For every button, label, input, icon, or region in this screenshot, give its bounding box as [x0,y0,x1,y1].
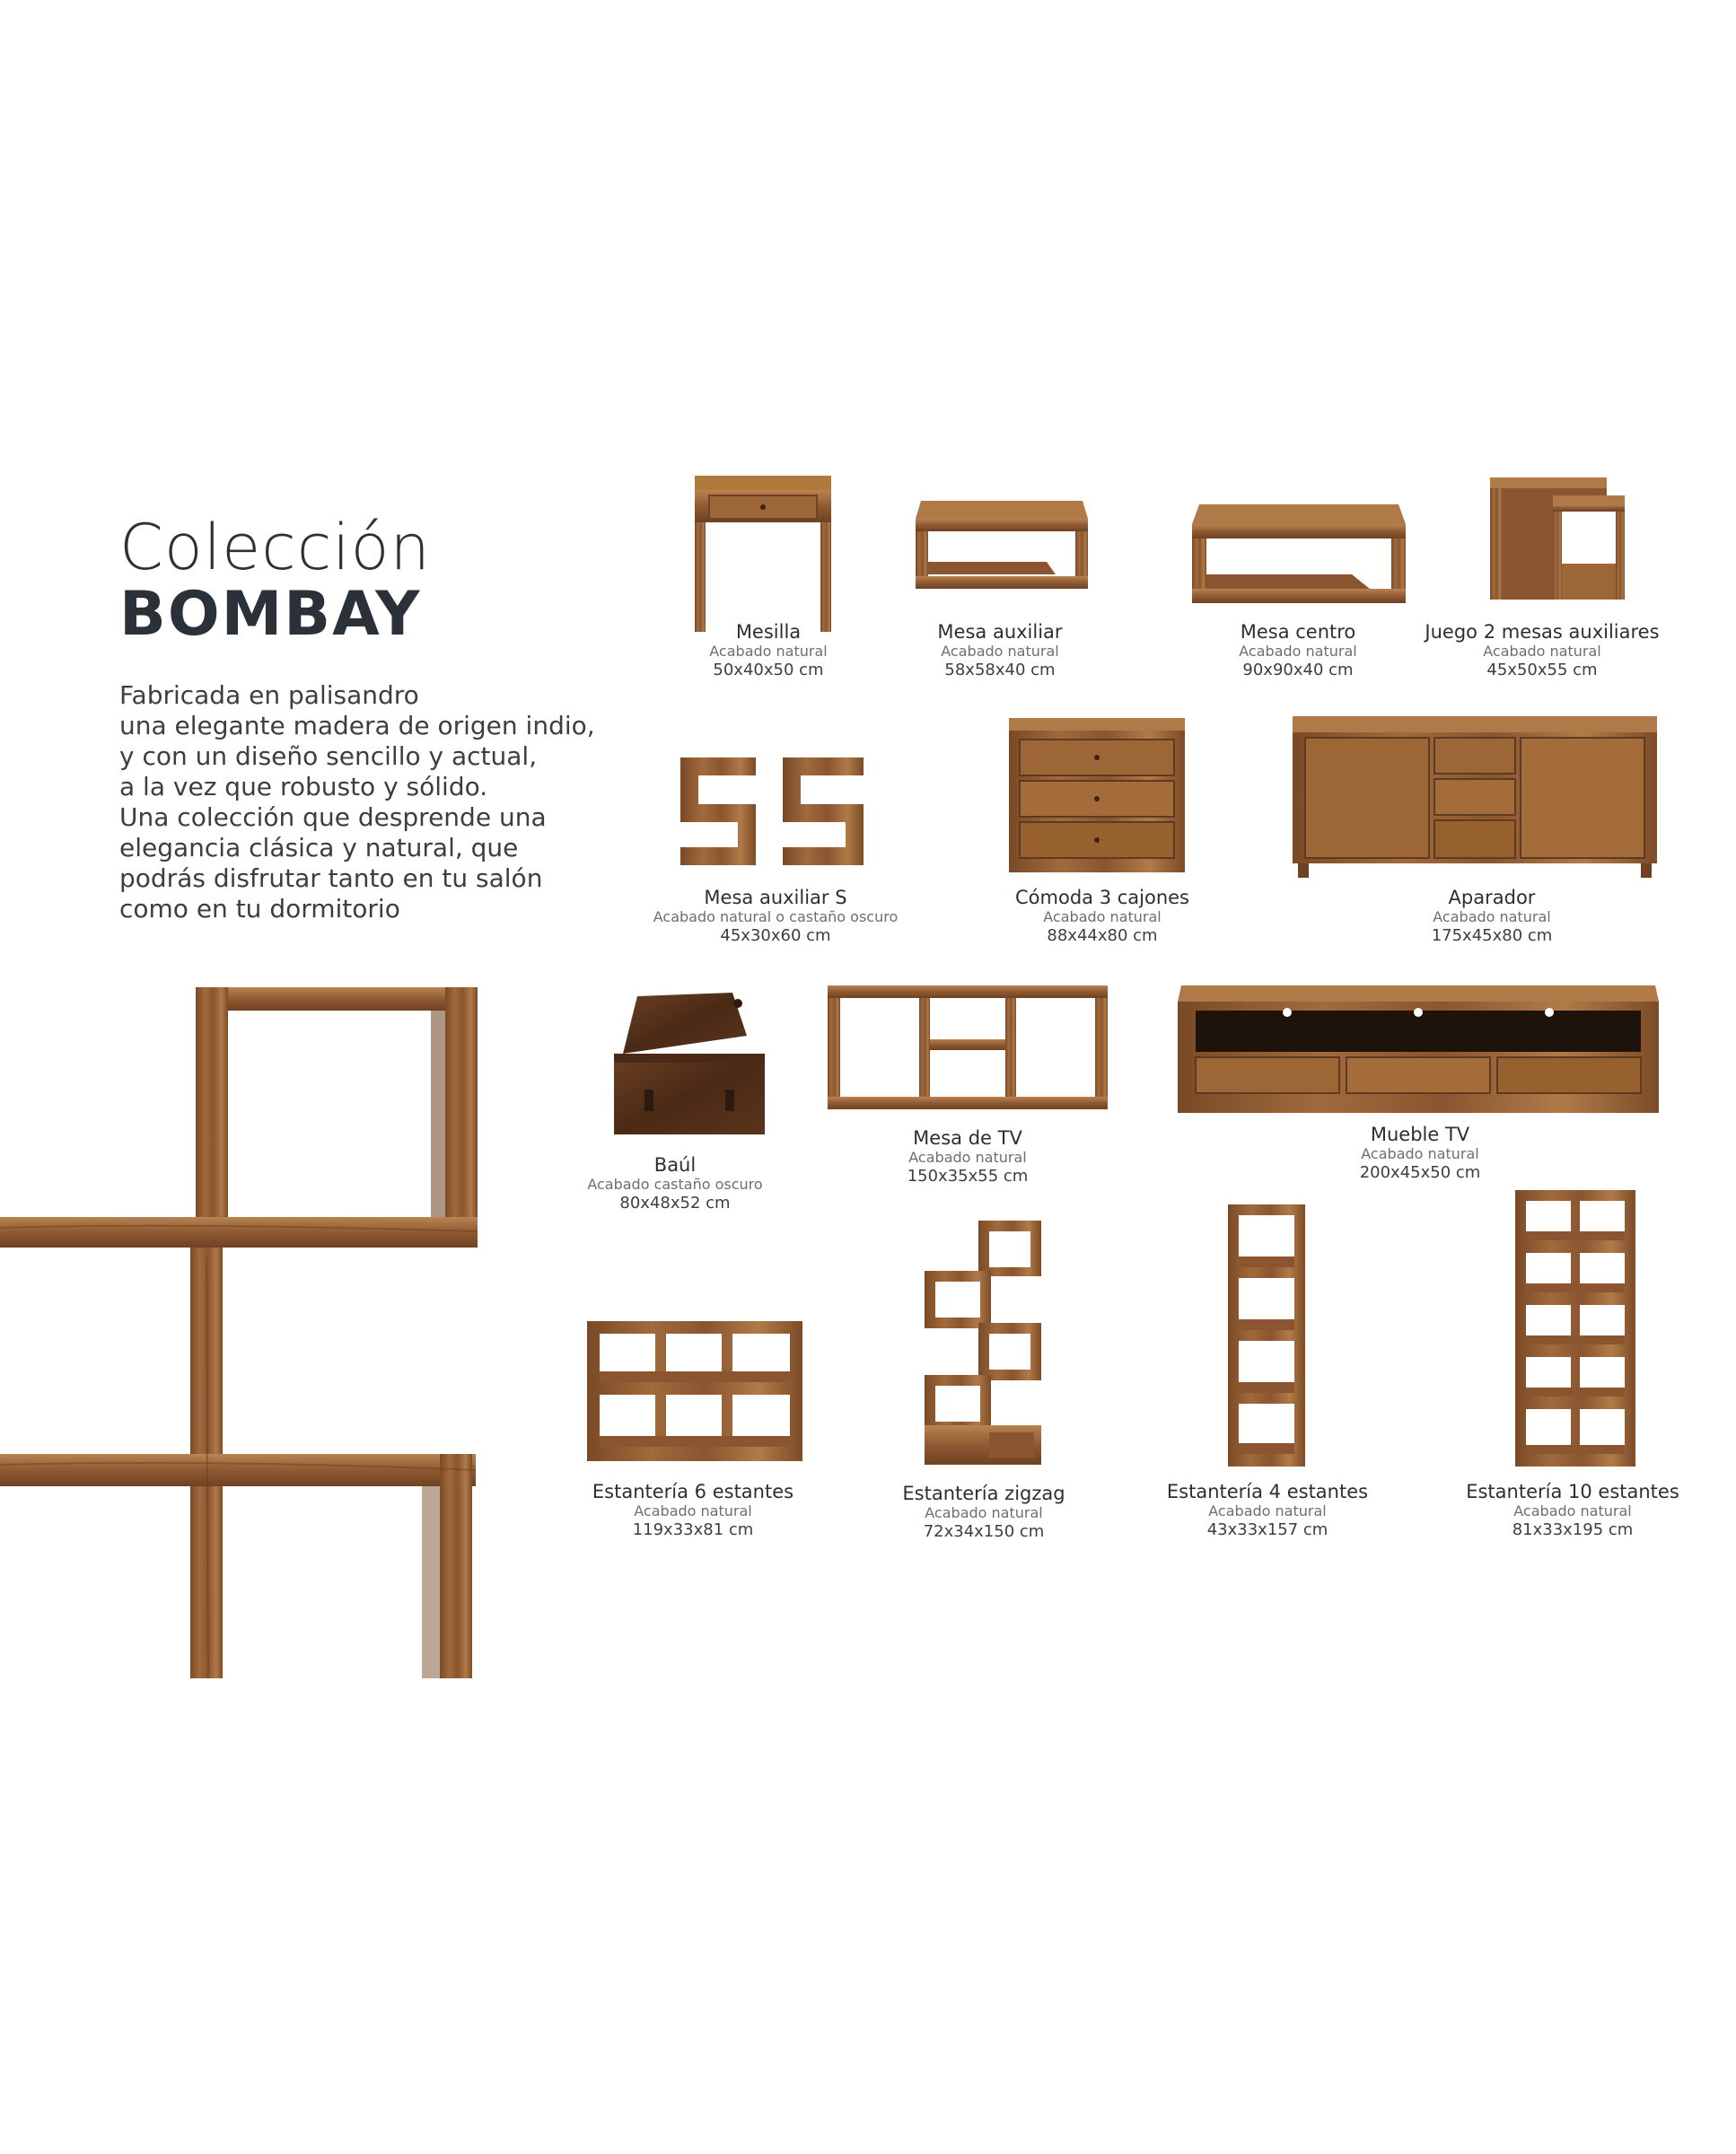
product-name: Juego 2 mesas auxiliares [1425,621,1660,643]
product-finish: Acabado natural [908,1149,1027,1166]
product-caption [941,887,1264,946]
product-name: Estantería 4 estantes [1166,1481,1369,1502]
product-size: 200x45x50 cm [1359,1163,1481,1182]
product-finish: Acabado natural [1043,908,1162,925]
product-caption [1330,887,1653,946]
product-finish: Acabado natural [1239,643,1357,660]
hero-shelf-image [0,987,485,1678]
product-size: 175x45x80 cm [1431,926,1553,945]
product-finish: Acabado natural o castaño oscuro [653,908,899,925]
product-name: Cómoda 3 cajones [1015,887,1189,908]
product-caption [1411,1481,1734,1540]
mesa-centro-image [1190,503,1407,607]
product-finish: Acabado natural [941,643,1059,660]
product-caption [614,887,937,946]
baul-image [612,991,767,1138]
product-name: Mesilla [735,621,802,643]
description-line: a la vez que robusto y sólido. [119,772,488,802]
aparador-image [1291,714,1659,880]
product-name: Estantería 10 estantes [1466,1481,1679,1502]
estanteria-zigzag-image [921,1219,1045,1468]
collection-description [119,680,622,924]
product-finish: Acabado castaño oscuro [587,1176,763,1193]
collection-title-name: BOMBAY [119,579,422,650]
product-name: Mesa auxiliar S [704,887,847,908]
product-caption [838,621,1162,680]
product-finish: Acabado natural [925,1504,1043,1521]
product-size: 45x50x55 cm [1486,661,1598,679]
product-name: Baúl [653,1154,697,1176]
description-line: como en tu dormitorio [119,894,400,924]
product-caption [822,1483,1145,1542]
product-finish: Acabado natural [634,1502,752,1519]
estanteria-4-estantes-image [1226,1203,1307,1470]
mesilla-image [691,474,835,634]
mesa-auxiliar-image [912,499,1092,592]
product-finish: Acabado natural [1361,1145,1479,1162]
product-name: Mesa centro [1240,621,1356,643]
mueble-tv-image [1176,982,1661,1116]
product-finish: Acabado natural [709,643,828,660]
product-name: Estantería zigzag [902,1483,1065,1504]
product-name: Aparador [1448,887,1536,908]
collection-intro [119,511,622,924]
product-size: 90x90x40 cm [1242,661,1354,679]
product-size: 58x58x40 cm [944,661,1056,679]
product-name: Mueble TV [1370,1124,1470,1145]
description-line: elegancia clásica y natural, que [119,833,519,863]
mesa-de-tv-image [826,984,1109,1113]
description-line: Fabricada en palisandro [119,680,419,711]
estanteria-10-estantes-image [1513,1188,1637,1470]
product-size: 50x40x50 cm [713,661,824,679]
product-size: 119x33x81 cm [632,1520,754,1539]
product-size: 80x48x52 cm [619,1194,731,1213]
juego-2-mesas-image [1486,476,1630,603]
product-caption [1258,1124,1582,1183]
product-caption [806,1127,1129,1186]
product-size: 45x30x60 cm [720,926,831,945]
product-caption [531,1481,855,1540]
product-name: Mesa de TV [913,1127,1022,1149]
product-finish: Acabado natural [1513,1502,1632,1519]
product-caption [1106,1481,1429,1540]
product-size: 81x33x195 cm [1512,1520,1634,1539]
product-size: 88x44x80 cm [1047,926,1158,945]
description-line: Una colección que desprende una [119,802,547,833]
estanteria-6-estantes-image [585,1319,804,1465]
product-caption [1381,621,1704,680]
description-line: y con un diseño sencillo y actual, [119,741,538,772]
collection-title-word: Colección [119,511,431,584]
product-name: Estantería 6 estantes [592,1481,794,1502]
description-line: podrás disfrutar tanto en tu salón [119,863,543,894]
comoda-3-cajones-image [1007,716,1187,876]
mesa-auxiliar-s-image [677,754,867,871]
product-caption [513,1154,837,1213]
product-finish: Acabado natural [1433,908,1551,925]
product-size: 150x35x55 cm [907,1167,1029,1186]
product-size: 72x34x150 cm [923,1522,1045,1541]
product-finish: Acabado natural [1483,643,1601,660]
product-finish: Acabado natural [1208,1502,1327,1519]
description-line: una elegante madera de origen indio, [119,711,595,741]
product-size: 43x33x157 cm [1206,1520,1328,1539]
product-name: Mesa auxiliar [937,621,1063,643]
